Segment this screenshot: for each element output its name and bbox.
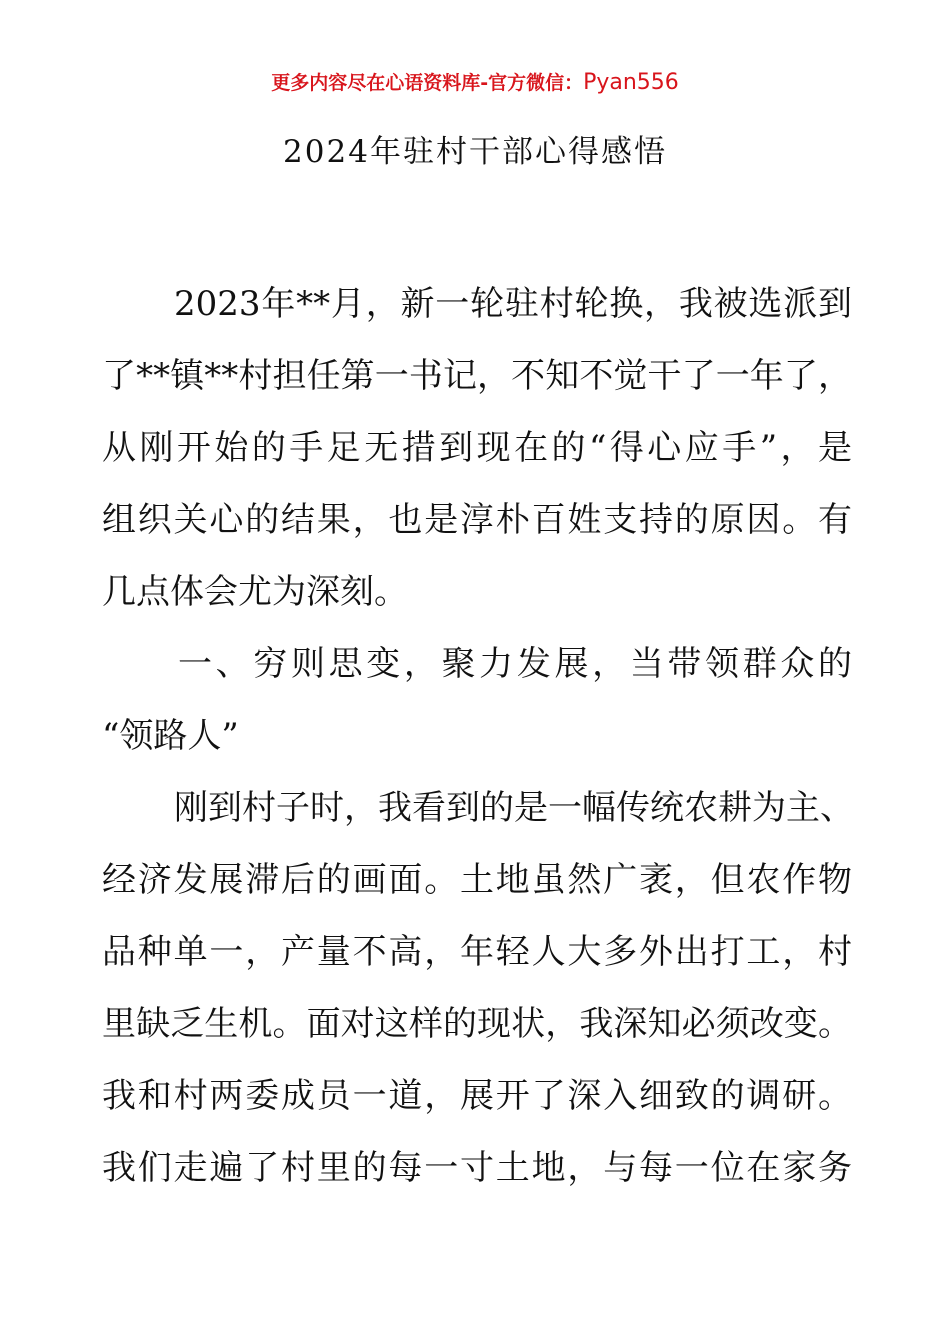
watermark-text: 更多内容尽在心语资料库-官方微信： [271, 72, 584, 94]
watermark-brand: Pyan556 [583, 70, 679, 95]
paragraph-line: 品种单一，产量不高，年轻人大多外出打工，村 [102, 932, 852, 972]
paragraph-line: 从刚开始的手足无措到现在的“得心应手”，是 [102, 428, 852, 468]
paragraph-line: 刚到村子时，我看到的是一幅传统农耕为主、 [174, 788, 854, 828]
paragraph-line: 我和村两委成员一道，展开了深入细致的调研。 [102, 1076, 852, 1116]
paragraph-line: 组织关心的结果，也是淳朴百姓支持的原因。有 [102, 500, 852, 540]
paragraph-line: 里缺乏生机。面对这样的现状，我深知必须改变。 [102, 1004, 852, 1044]
paragraph-line: 2023年**月，新一轮驻村轮换，我被选派到 [174, 284, 852, 324]
document-body [102, 278, 852, 1214]
watermark-banner [0, 68, 950, 98]
paragraph-line: 我们走遍了村里的每一寸土地，与每一位在家务 [102, 1148, 852, 1188]
section-heading-line: “领路人” [102, 716, 239, 756]
paragraph-line: 经济发展滞后的画面。土地虽然广袤，但农作物 [102, 860, 852, 900]
document-title: 2024年驻村干部心得感悟 [283, 134, 667, 170]
paragraph-line: 几点体会尤为深刻。 [102, 572, 408, 612]
section-heading-line: 一、穷则思变，聚力发展，当带领群众的 [178, 644, 852, 684]
paragraph-line: 了**镇**村担任第一书记，不知不觉干了一年了， [102, 356, 852, 396]
